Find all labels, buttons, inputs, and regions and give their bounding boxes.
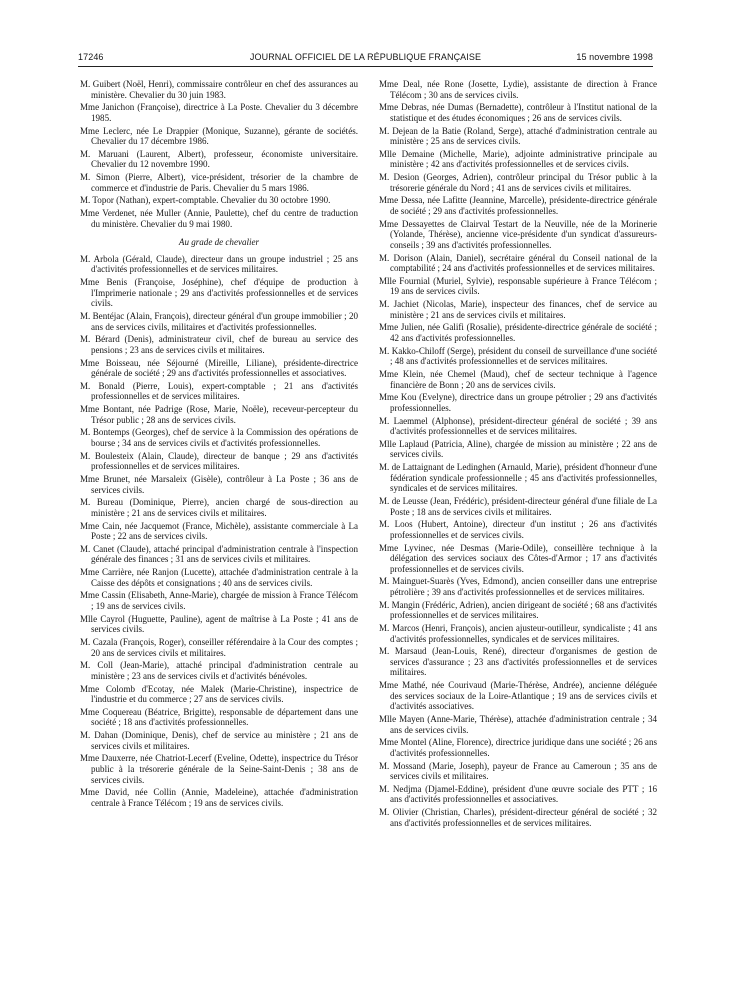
list-item: Mme Dessa, née Lafitte (Jeannine, Marcelle), présidente-directrice générale de société ; 29 ans d'activités professionnelles. <box>379 195 657 216</box>
page-number: 17246 <box>78 52 104 62</box>
list-item: Mme Debras, née Dumas (Bernadette), contrôleur à l'Institut national de la statistique et des études économiques ; 26 ans de services civils. <box>379 102 657 123</box>
list-item: Mme Carrière, née Ranjon (Lucette), attachée d'administration centrale à la Caisse des dépôts et consignations ; 40 ans de services civils. <box>80 567 358 588</box>
list-item: M. Coll (Jean-Marie), attaché principal d'administration centrale au ministère ; 23 ans de services civils et d'activités bénévoles. <box>80 660 358 681</box>
list-item: M. de Lattaignant de Ledinghen (Arnauld, Marie), président d'honneur d'une fédération syndicale professionnelle ; 45 ans d'activités professionnelles, syndicales et de services militaires. <box>379 462 657 494</box>
list-item: M. Loos (Hubert, Antoine), directeur d'un institut ; 26 ans d'activités professionnelles et de services civils. <box>379 519 657 540</box>
list-item: Mme Janichon (Françoise), directrice à La Poste. Chevalier du 3 décembre 1985. <box>80 102 358 123</box>
list-item: M. Laemmel (Alphonse), président-directeur général de société ; 39 ans d'activités professionnelles et de services militaires. <box>379 415 657 437</box>
list-item: M. Arbola (Gérald, Claude), directeur dans un groupe industriel ; 25 ans d'activités professionnelles et de services militaires. <box>80 253 358 275</box>
list-item: M. Bérard (Denis), administrateur civil, chef de bureau au service des pensions ; 23 ans de services civils et militaires. <box>80 334 358 355</box>
list-item: Mlle Mayen (Anne-Marie, Thérèse), attachée d'administration centrale ; 34 ans de services civils. <box>379 714 657 735</box>
list-item: M. Dejean de la Batie (Roland, Serge), attaché d'administration centrale au ministère ; 25 ans de services civils. <box>379 125 657 147</box>
list-item: M. Marsaud (Jean-Louis, René), directeur d'organismes de gestion de services d'assurance ; 23 ans d'activités professionnelles et de services militaires. <box>379 646 657 678</box>
list-item: Mlle Fournial (Muriel, Sylvie), responsable supérieure à France Télécom ; 19 ans de services civils. <box>379 275 657 297</box>
list-item: M. Dahan (Dominique, Denis), chef de service au ministère ; 21 ans de services civils et militaires. <box>80 730 358 751</box>
list-item: M. Cazala (François, Roger), conseiller référendaire à la Cour des comptes ; 20 ans de services civils et militaires. <box>80 636 358 658</box>
section-subheading: Au grade de chevalier <box>178 237 260 248</box>
list-item: Mme Boisseau, née Séjourné (Mireille, Liliane), présidente-directrice générale de société ; 29 ans d'activités professionnelles et associatives. <box>80 357 358 379</box>
list-item: Mme Lyvinec, née Desmas (Marie-Odile), conseillère technique à la délégation des services sociaux des Côtes-d'Armor ; 17 ans d'activités professionnelles et de services civils. <box>379 542 657 574</box>
list-item: Mme Benis (Françoise, Joséphine), chef d'équipe de production à l'Imprimerie nationale ; 29 ans d'activités professionnelles et de services civils. <box>80 277 358 309</box>
list-item: Mme Julien, née Galifi (Rosalie), présidente-directrice générale de société ; 42 ans d'activités professionnelles. <box>379 322 657 343</box>
list-item: Mme Dauxerre, née Chatriot-Lecerf (Eveline, Odette), inspectrice du Trésor public à la trésorerie générale de la Seine-Saint-Denis ; 38 ans de services civils. <box>80 753 358 785</box>
list-item: M. Bureau (Dominique, Pierre), ancien chargé de sous-direction au ministère ; 21 ans de services civils et militaires. <box>80 497 358 518</box>
list-item: M. Dorison (Alain, Daniel), secrétaire général du Conseil national de la comptabilité ; 24 ans d'activités professionnelles et de services militaires. <box>379 252 657 274</box>
list-item: M. Marcos (Henri, François), ancien ajusteur-outilleur, syndicaliste ; 41 ans d'activités professionnelles, syndicales et de services militaires. <box>379 622 657 644</box>
list-item: M. Simon (Pierre, Albert), vice-président, trésorier de la chambre de commerce et d'industrie de Paris. Chevalier du 5 mars 1986. <box>80 172 358 193</box>
list-item: M. Maruani (Laurent, Albert), professeur, économiste universitaire. Chevalier du 12 novembre 1990. <box>80 148 358 170</box>
list-item: Mme Cain, née Jacquemot (France, Michèle), assistante commerciale à La Poste ; 22 ans de services civils. <box>80 520 358 542</box>
page-header <box>78 52 653 66</box>
list-item: Mme David, née Collin (Annie, Madeleine), attachée d'administration centrale à France Télécom ; 19 ans de services civils. <box>80 787 358 808</box>
header-rule <box>78 66 653 67</box>
list-item: M. Mangin (Frédéric, Adrien), ancien dirigeant de société ; 68 ans d'activités professionnelles et de services militaires. <box>379 599 657 621</box>
list-item: Mlle Cayrol (Huguette, Pauline), agent de maîtrise à La Poste ; 41 ans de services civils. <box>80 613 358 635</box>
list-item: Mme Montel (Aline, Florence), directrice juridique dans une société ; 26 ans d'activités professionnelles. <box>379 737 657 758</box>
list-item: Mlle Laplaud (Patricia, Aline), chargée de mission au ministère ; 22 ans de services civils. <box>379 438 657 460</box>
list-item: Mme Mathé, née Courivaud (Marie-Thérèse, Andrée), ancienne déléguée des services sociaux de la Loire-Atlantique ; 19 ans de services civils et d'activités associatives. <box>379 680 657 712</box>
list-item: M. Guibert (Noël, Henri), commissaire contrôleur en chef des assurances au ministère. Chevalier du 30 juin 1983. <box>80 79 358 100</box>
list-item: M. Olivier (Christian, Charles), président-directeur général de société ; 32 ans d'activités professionnelles et de services militaires. <box>379 807 657 828</box>
list-item: Mme Kou (Evelyne), directrice dans un groupe pétrolier ; 29 ans d'activités professionnelles. <box>379 392 657 413</box>
list-item: M. Topor (Nathan), expert-comptable. Chevalier du 30 octobre 1990. <box>80 195 331 206</box>
list-item: M. Kakko-Chiloff (Serge), président du conseil de surveillance d'une société ; 48 ans d'activités professionnelles et de services militaires. <box>379 345 657 367</box>
list-item: Mlle Demaine (Michelle, Marie), adjointe administrative principale au ministère ; 42 ans d'activités professionnelles et de services civils. <box>379 148 657 170</box>
list-item: M. Bontemps (Georges), chef de service à la Commission des opérations de bourse ; 34 ans de services civils et d'activités professionnelles. <box>80 427 358 449</box>
list-item: Mme Leclerc, née Le Drappier (Monique, Suzanne), gérante de sociétés. Chevalier du 17 décembre 1986. <box>80 125 358 147</box>
journal-title: JOURNAL OFFICIEL DE LA RÉPUBLIQUE FRANÇAISE <box>249 52 482 62</box>
list-item: M. Nedjma (Djamel-Eddine), président d'une œuvre sociale des PTT ; 16 ans d'activités professionnelles et associatives. <box>379 783 657 805</box>
list-item: Mme Deal, née Rone (Josette, Lydie), assistante de direction à France Télécom ; 30 ans de services civils. <box>379 79 657 100</box>
left-entries-after <box>80 254 358 809</box>
list-item: Mme Dessayettes de Clairval Testart de la Neuville, née de la Morinerie (Yolande, Thérèse), ancienne vice-présidente d'un syndicat d'assureurs-conseils ; 39 ans d'activités professionnelles. <box>379 218 657 250</box>
right-column <box>379 79 657 830</box>
left-column <box>80 79 358 811</box>
right-entries <box>379 79 657 828</box>
list-item: Mme Klein, née Chemel (Maud), chef de secteur technique à l'agence financière de Bonn ; 20 ans de services civils. <box>379 368 657 390</box>
issue-date: 15 novembre 1998 <box>576 52 653 62</box>
list-item: M. Mossand (Marie, Joseph), payeur de France au Cameroun ; 35 ans de services civils et militaires. <box>379 760 657 782</box>
list-item: Mme Cassin (Elisabeth, Anne-Marie), chargée de mission à France Télécom ; 19 ans de services civils. <box>80 590 358 611</box>
list-item: M. Canet (Claude), attaché principal d'administration centrale à l'inspection générale des finances ; 31 ans de services civils et militaires. <box>80 543 358 565</box>
list-item: Mme Verdenet, née Muller (Annie, Paulette), chef du centre de traduction du ministère. Chevalier du 9 mai 1980. <box>80 208 358 229</box>
list-item: M. Bonald (Pierre, Louis), expert-comptable ; 21 ans d'activités professionnelles et de services militaires. <box>80 380 358 402</box>
list-item: M. Jachiet (Nicolas, Marie), inspecteur des finances, chef de service au ministère ; 21 ans de services civils et militaires. <box>379 299 657 320</box>
list-item: M. Mainguet-Suarès (Yves, Edmond), ancien conseiller dans une entreprise pétrolière ; 39 ans d'activités professionnelles et de services militaires. <box>379 576 657 597</box>
left-entries-before <box>80 79 358 229</box>
list-item: Mme Colomb d'Ecotay, née Malek (Marie-Christine), inspectrice de l'industrie et du commerce ; 27 ans de services civils. <box>80 683 358 705</box>
list-item: M. Bentéjac (Alain, François), directeur général d'un groupe immobilier ; 20 ans de services civils, militaires et d'activités professionnelles. <box>80 311 358 332</box>
list-item: Mme Brunet, née Marsaleix (Gisèle), contrôleur à La Poste ; 36 ans de services civils. <box>80 474 358 495</box>
list-item: M. Boulesteix (Alain, Claude), directeur de banque ; 29 ans d'activités professionnelles et de services militaires. <box>80 450 358 472</box>
list-item: Mme Bontant, née Padrige (Rose, Marie, Noële), receveur-percepteur du Trésor public ; 28 ans de services civils. <box>80 404 358 425</box>
list-item: M. de Leusse (Jean, Frédéric), président-directeur général d'une filiale de La Poste ; 18 ans de services civils et militaires. <box>379 495 657 517</box>
list-item: M. Desion (Georges, Adrien), contrôleur principal du Trésor public à la trésorerie générale du Nord ; 41 ans de services civils et militaires. <box>379 172 657 193</box>
list-item: Mme Coquereau (Béatrice, Brigitte), responsable de département dans une société ; 18 ans d'activités professionnelles. <box>80 706 358 728</box>
